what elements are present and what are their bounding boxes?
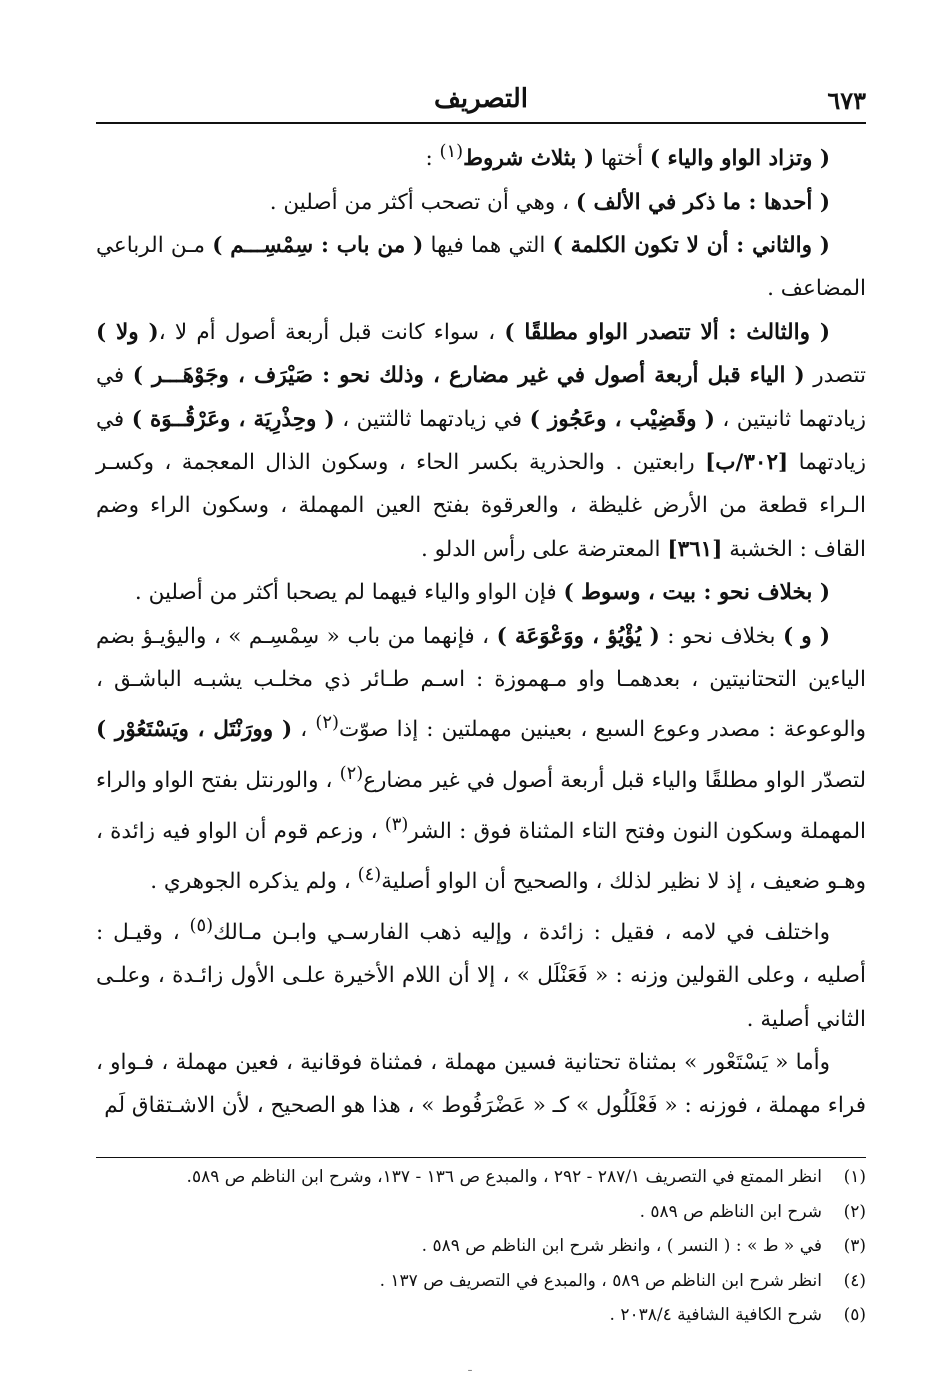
sharh-text: ، — [292, 717, 316, 743]
footnote-ref: (٤) — [357, 864, 382, 886]
footnote-ref: (٢) — [315, 712, 339, 734]
footnote-ref: (٢) — [339, 763, 364, 784]
matn-text: ( وورَنْتَل ، ويَسْتَعُوْر ) — [96, 717, 293, 743]
footnote-text: شرح ابن الناظم ص ٥٨٩ . — [639, 1201, 822, 1222]
footnote-item — [96, 1160, 866, 1195]
matn-text: ( وتزاد الواو والياء ) — [649, 146, 830, 172]
footnote-ref: (٣) — [384, 813, 409, 835]
sharh-text: بخلاف نحو : — [659, 623, 783, 649]
footnote-item — [96, 1195, 866, 1230]
matn-text: ( وحِذْرِيَة ، وعَرْقُــوَة ) — [131, 406, 335, 432]
footnote-text: انظر الممتع في التصريف ٢٨٧/١ - ٢٩٢ ، والمبدع ص ١٣٦ - ١٣٧، وشرح ابن الناظم ص ٥٨٩. — [186, 1167, 822, 1187]
manuscript-folio-ref: [٣٦١] — [667, 536, 723, 562]
footnote-ref: (١) — [439, 141, 464, 162]
sharh-text: واختلف في لامه ، فقيل : زائدة ، وإليه ذهب الفارسـي وابـن مـالك — [213, 919, 831, 945]
matn-text: ( بخلاف نحو : بيت ، وسوط ) — [563, 580, 830, 606]
sharh-text: وأما « يَسْتَعْور » بمثناة تحتانية فسين مهملة ، فمثناة فوقانية ، فعين مهملة ، فـواو ، فراء مهملة ، فوزنه : « فَعْلَلُول » كـ « عَضْرَفُوط » ، هذا هو الصحيح ، لأن الاشـتقاق لَم — [96, 1050, 866, 1119]
sharh-text: فإن الواو والياء فيهما لم يصحبا أكثر من أصلين . — [134, 580, 564, 606]
matn-text: ( من باب : سِمْسِـــم ) — [212, 232, 424, 258]
matn-text: ( الياء قبل أربعة أصول في غير مضارع ، وذلك نحو : صَيْرَف ، وجَوْهَـــر ) — [132, 363, 805, 389]
footnote-text: في « ط » : ( النسر ) ، وانظر شرح ابن الناظم ص ٥٨٩ . — [421, 1236, 822, 1256]
sharh-text: رابعتين . والحذرية بكسر الحاء ، وسكون الذال المعجمة ، وكسـر الـراء قطعة من الأرض غليظة ، والعرقوة بفتح العين المهملة ، وسكون الراء وضم القاف : الخشبة — [96, 450, 866, 562]
matn-text: ( وقَضِيْب ، وعَجُوز ) — [529, 406, 715, 432]
paragraph-8 — [96, 1041, 866, 1128]
footnote-number: (٥) — [843, 1305, 866, 1325]
matn-text: ( بثلاث شروط — [463, 146, 594, 172]
sharh-text: المعترضة على رأس الدلو . — [420, 536, 668, 562]
sharh-text: ، سواء كانت قبل أربعة أصول أم لا ، — [158, 319, 505, 345]
matn-text: ( والثاني : أن لا تكون الكلمة ) — [552, 232, 830, 258]
sharh-text: ، وزعم قوم أن الواو فيه زائدة ، وهـو ضعيف ، إذ لا نظير لذلك ، والصحيح أن الواو أصلية — [96, 818, 866, 895]
sharh-text: ، ولم يذكره الجوهري . — [150, 869, 358, 895]
paragraph-7 — [96, 904, 866, 1041]
paragraph-1 — [96, 130, 866, 181]
sharh-text: تتصدر — [804, 363, 866, 389]
body-text — [96, 130, 866, 1128]
page-number: ٦٧٣ — [827, 86, 866, 115]
paragraph-3 — [96, 224, 866, 311]
footnote-number: (١) — [843, 1167, 866, 1187]
page-header — [96, 82, 866, 124]
paragraph-5 — [96, 571, 866, 614]
sharh-text: مـن الرباعي المضاعف . — [96, 232, 866, 302]
matn-text: ( يُؤْيُؤ ، ووَعْوَعَة ) — [496, 623, 660, 649]
page-title: التصريف — [433, 84, 529, 114]
sharh-text: في زيادتهما — [96, 406, 866, 475]
footnote-item — [96, 1298, 866, 1333]
footnotes — [96, 1157, 866, 1333]
sharh-text: ، فإنهما من باب « سِمْسِـم » ، واليؤيـؤ بضم الياءين التحتانيتين ، بعدهمـا واو مـهموزة : اسـم طـائر ذي مخلـب يشبـه الباشـق ، والوعوعة : مصدر وعوع السبع ، بعينين مهملتين : إذا صوّت — [96, 623, 867, 743]
matn-text: ( و ) — [782, 623, 831, 649]
footnote-text: شرح الكافية الشافية ٢٠٣٨/٤ . — [609, 1305, 822, 1325]
matn-text: ( أحدها : ما ذكر في الألف ) — [575, 189, 830, 215]
footnote-ref: (٥) — [189, 914, 214, 936]
sharh-text: في زيادتهما ثانيتين ، — [96, 363, 867, 432]
paragraph-6 — [96, 615, 866, 904]
matn-text: ( ولا ) — [96, 319, 159, 345]
matn-text: ( والثالث : ألا تتصدر الواو مطلقًا ) — [504, 319, 830, 345]
page-bottom-mark: ـ — [468, 1360, 472, 1374]
sharh-text: ، وقيـل : أصليه ، وعلى القولين وزنه : « فَعَنْلَل » ، إلا أن اللام الأخيرة علـى الأول زائـدة ، وعلـى الثاني أصلية . — [96, 919, 866, 1032]
footnote-number: (٢) — [843, 1201, 866, 1222]
sharh-text: التي هما فيها — [423, 232, 553, 258]
footnote-number: (٤) — [843, 1270, 866, 1291]
sharh-text: أختها — [594, 146, 650, 172]
paragraph-4 — [96, 311, 866, 571]
manuscript-folio-ref: [٣٠٢/ب] — [705, 450, 789, 475]
footnote-item — [96, 1229, 866, 1264]
sharh-text: ، وهي أن تصحب أكثر من أصلين . — [269, 189, 576, 215]
paragraph-2 — [96, 181, 866, 224]
sharh-text: في زيادتهما ثالثتين ، — [334, 406, 530, 432]
sharh-text: : — [425, 146, 440, 172]
footnote-item — [96, 1264, 866, 1299]
footnote-text: انظر شرح ابن الناظم ص ٥٨٩ ، والمبدع في التصريف ص ١٣٧ . — [379, 1270, 822, 1291]
sharh-text: ، والورنتل بفتح الواو والراء المهملة وسكون النون وفتح التاء المثناة فوق : الشر — [96, 768, 866, 844]
sharh-text: لتصدّر الواو مطلقًا والياء قبل أربعة أصول في غير مضارع — [363, 768, 867, 794]
footnote-number: (٣) — [843, 1236, 866, 1256]
